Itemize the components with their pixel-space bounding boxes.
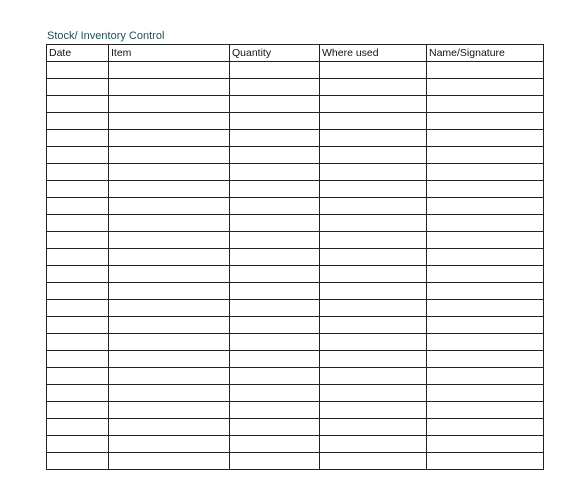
table-row [47, 249, 544, 266]
name-signature-cell[interactable] [427, 283, 544, 300]
item-cell[interactable] [109, 79, 230, 96]
item-cell[interactable] [109, 385, 230, 402]
date-cell[interactable] [47, 283, 109, 300]
date-cell[interactable] [47, 232, 109, 249]
table-row [47, 453, 544, 470]
date-cell[interactable] [47, 453, 109, 470]
table-row [47, 147, 544, 164]
date-cell[interactable] [47, 198, 109, 215]
where-used-cell[interactable] [320, 402, 427, 419]
name-signature-cell[interactable] [427, 96, 544, 113]
name-signature-cell[interactable] [427, 453, 544, 470]
item-cell[interactable] [109, 232, 230, 249]
name-signature-cell[interactable] [427, 368, 544, 385]
name-signature-cell[interactable] [427, 385, 544, 402]
table-row [47, 232, 544, 249]
where-used-cell[interactable] [320, 317, 427, 334]
item-cell[interactable] [109, 130, 230, 147]
quantity-cell[interactable] [230, 351, 320, 368]
name-signature-cell[interactable] [427, 232, 544, 249]
name-signature-cell[interactable] [427, 62, 544, 79]
where-used-cell[interactable] [320, 300, 427, 317]
name-signature-cell[interactable] [427, 419, 544, 436]
quantity-cell[interactable] [230, 436, 320, 453]
date-cell[interactable] [47, 385, 109, 402]
date-cell[interactable] [47, 113, 109, 130]
table-row [47, 402, 544, 419]
date-cell[interactable] [47, 266, 109, 283]
item-cell[interactable] [109, 334, 230, 351]
date-cell[interactable] [47, 96, 109, 113]
table-row [47, 164, 544, 181]
where-used-cell[interactable] [320, 368, 427, 385]
quantity-cell[interactable] [230, 334, 320, 351]
quantity-cell[interactable] [230, 249, 320, 266]
quantity-cell[interactable] [230, 300, 320, 317]
item-cell[interactable] [109, 300, 230, 317]
date-cell[interactable] [47, 436, 109, 453]
header-name-signature: Name/Signature [427, 45, 544, 62]
date-cell[interactable] [47, 79, 109, 96]
table-row [47, 96, 544, 113]
table-row [47, 317, 544, 334]
date-cell[interactable] [47, 419, 109, 436]
table-row [47, 283, 544, 300]
table-row [47, 62, 544, 79]
quantity-cell[interactable] [230, 232, 320, 249]
header-row [47, 45, 544, 62]
quantity-cell[interactable] [230, 283, 320, 300]
where-used-cell[interactable] [320, 164, 427, 181]
name-signature-cell[interactable] [427, 334, 544, 351]
table-row [47, 419, 544, 436]
date-cell[interactable] [47, 249, 109, 266]
where-used-cell[interactable] [320, 79, 427, 96]
item-cell[interactable] [109, 113, 230, 130]
name-signature-cell[interactable] [427, 317, 544, 334]
item-cell[interactable] [109, 181, 230, 198]
quantity-cell[interactable] [230, 62, 320, 79]
item-cell[interactable] [109, 453, 230, 470]
item-cell[interactable] [109, 215, 230, 232]
table-row [47, 300, 544, 317]
where-used-cell[interactable] [320, 147, 427, 164]
where-used-cell[interactable] [320, 266, 427, 283]
date-cell[interactable] [47, 300, 109, 317]
name-signature-cell[interactable] [427, 215, 544, 232]
where-used-cell[interactable] [320, 181, 427, 198]
table-row [47, 130, 544, 147]
table-row [47, 385, 544, 402]
name-signature-cell[interactable] [427, 147, 544, 164]
date-cell[interactable] [47, 334, 109, 351]
quantity-cell[interactable] [230, 181, 320, 198]
quantity-cell[interactable] [230, 385, 320, 402]
item-cell[interactable] [109, 198, 230, 215]
header-where-used: Where used [320, 45, 427, 62]
header-item: Item [109, 45, 230, 62]
date-cell[interactable] [47, 147, 109, 164]
table-row [47, 113, 544, 130]
where-used-cell[interactable] [320, 232, 427, 249]
table-row [47, 351, 544, 368]
date-cell[interactable] [47, 164, 109, 181]
name-signature-cell[interactable] [427, 130, 544, 147]
quantity-cell[interactable] [230, 402, 320, 419]
where-used-cell[interactable] [320, 198, 427, 215]
name-signature-cell[interactable] [427, 402, 544, 419]
table-row [47, 181, 544, 198]
quantity-cell[interactable] [230, 147, 320, 164]
inventory-table [46, 44, 544, 470]
item-cell[interactable] [109, 317, 230, 334]
quantity-cell[interactable] [230, 266, 320, 283]
date-cell[interactable] [47, 317, 109, 334]
quantity-cell[interactable] [230, 79, 320, 96]
table-body [47, 62, 544, 470]
quantity-cell[interactable] [230, 215, 320, 232]
name-signature-cell[interactable] [427, 198, 544, 215]
quantity-cell[interactable] [230, 96, 320, 113]
name-signature-cell[interactable] [427, 266, 544, 283]
quantity-cell[interactable] [230, 317, 320, 334]
quantity-cell[interactable] [230, 113, 320, 130]
name-signature-cell[interactable] [427, 181, 544, 198]
date-cell[interactable] [47, 130, 109, 147]
date-cell[interactable] [47, 62, 109, 79]
date-cell[interactable] [47, 351, 109, 368]
name-signature-cell[interactable] [427, 79, 544, 96]
name-signature-cell[interactable] [427, 351, 544, 368]
name-signature-cell[interactable] [427, 249, 544, 266]
item-cell[interactable] [109, 351, 230, 368]
item-cell[interactable] [109, 283, 230, 300]
item-cell[interactable] [109, 436, 230, 453]
where-used-cell[interactable] [320, 62, 427, 79]
table-row [47, 266, 544, 283]
quantity-cell[interactable] [230, 164, 320, 181]
item-cell[interactable] [109, 249, 230, 266]
item-cell[interactable] [109, 147, 230, 164]
where-used-cell[interactable] [320, 334, 427, 351]
where-used-cell[interactable] [320, 385, 427, 402]
name-signature-cell[interactable] [427, 300, 544, 317]
table-row [47, 334, 544, 351]
where-used-cell[interactable] [320, 419, 427, 436]
date-cell[interactable] [47, 402, 109, 419]
where-used-cell[interactable] [320, 96, 427, 113]
quantity-cell[interactable] [230, 419, 320, 436]
date-cell[interactable] [47, 181, 109, 198]
quantity-cell[interactable] [230, 198, 320, 215]
table-row [47, 79, 544, 96]
name-signature-cell[interactable] [427, 436, 544, 453]
item-cell[interactable] [109, 62, 230, 79]
quantity-cell[interactable] [230, 130, 320, 147]
item-cell[interactable] [109, 164, 230, 181]
sheet-title: Stock/ Inventory Control [47, 30, 165, 42]
where-used-cell[interactable] [320, 453, 427, 470]
table-row [47, 198, 544, 215]
header-quantity: Quantity [230, 45, 320, 62]
quantity-cell[interactable] [230, 453, 320, 470]
date-cell[interactable] [47, 215, 109, 232]
item-cell[interactable] [109, 402, 230, 419]
date-cell[interactable] [47, 368, 109, 385]
where-used-cell[interactable] [320, 215, 427, 232]
table-row [47, 368, 544, 385]
table-row [47, 436, 544, 453]
item-cell[interactable] [109, 368, 230, 385]
header-date: Date [47, 45, 109, 62]
where-used-cell[interactable] [320, 436, 427, 453]
where-used-cell[interactable] [320, 249, 427, 266]
item-cell[interactable] [109, 419, 230, 436]
where-used-cell[interactable] [320, 113, 427, 130]
where-used-cell[interactable] [320, 283, 427, 300]
item-cell[interactable] [109, 266, 230, 283]
name-signature-cell[interactable] [427, 113, 544, 130]
where-used-cell[interactable] [320, 130, 427, 147]
item-cell[interactable] [109, 96, 230, 113]
quantity-cell[interactable] [230, 368, 320, 385]
table-row [47, 215, 544, 232]
name-signature-cell[interactable] [427, 164, 544, 181]
where-used-cell[interactable] [320, 351, 427, 368]
